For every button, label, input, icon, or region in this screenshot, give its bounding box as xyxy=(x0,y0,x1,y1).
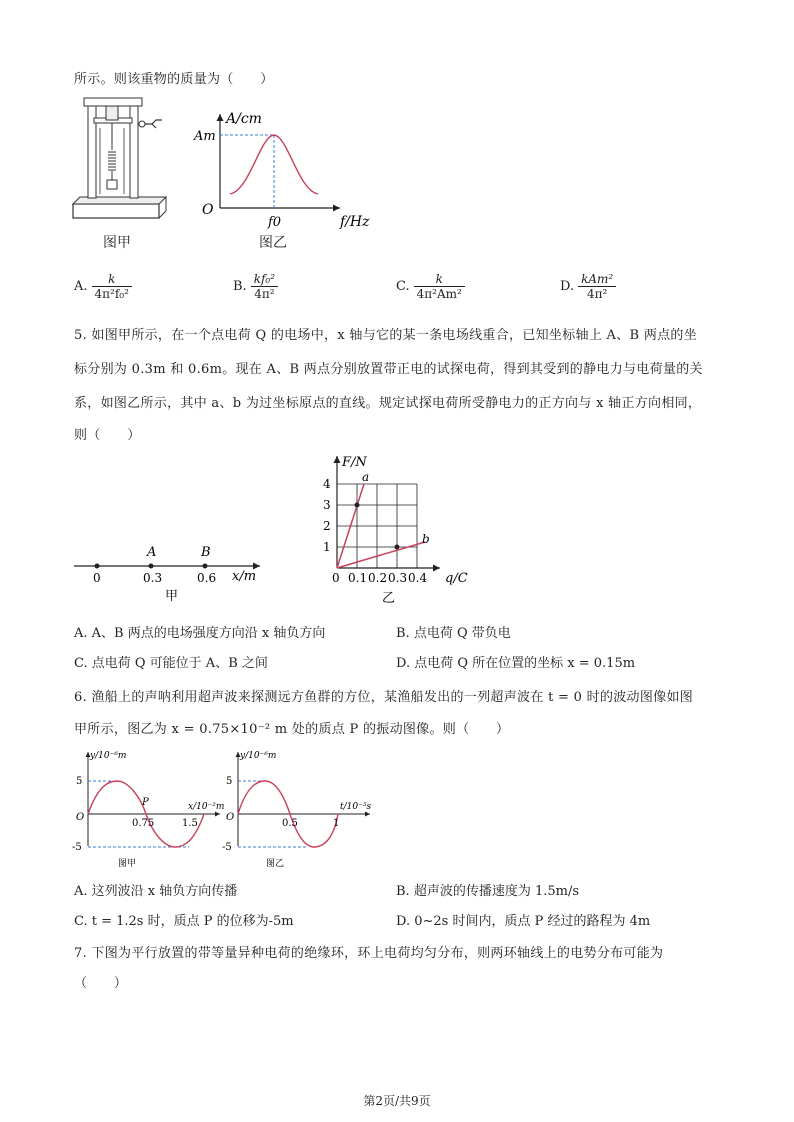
q6-option-a[interactable]: A. 这列波沿 x 轴负方向传播 xyxy=(74,884,238,899)
q5-x-axis-label: q/C xyxy=(445,571,468,586)
q6a-y-bottom: -5 xyxy=(72,842,82,853)
q5-line-b-label: b xyxy=(422,532,430,546)
q5-point-a-dot xyxy=(149,564,154,569)
q5-tick-1: 0.3 xyxy=(143,571,163,585)
page-footer: 第2页/共9页 xyxy=(363,1094,431,1108)
q4-apparatus-figure xyxy=(70,96,170,231)
q6a-y-label: y/10⁻⁶m xyxy=(90,751,127,761)
q4-x-axis-label: f/Hz xyxy=(340,214,370,230)
q5-option-d[interactable]: D. 点电荷 Q 所在位置的坐标 x = 0.15m xyxy=(396,656,636,671)
q5-y-tick-2: 2 xyxy=(323,519,331,533)
q5-x-tick-3: 0.3 xyxy=(388,571,408,585)
q5-point-on-b xyxy=(395,545,400,550)
q4-resonance-graph xyxy=(190,108,390,228)
q5-option-c[interactable]: C. 点电荷 Q 可能位于 A、B 之间 xyxy=(74,656,268,671)
q5-option-a[interactable]: A. A、B 两点的电场强度方向沿 x 轴负方向 xyxy=(74,626,326,641)
q5-fig-jia-caption: 甲 xyxy=(165,589,179,604)
q4-fig-jia-caption: 图甲 xyxy=(103,235,131,251)
q5-line-b xyxy=(337,542,425,568)
q6a-y-top: 5 xyxy=(76,776,83,787)
q7-line1: 7. 下图为平行放置的带等量异种电荷的绝缘环，环上电荷均匀分布，则两环轴线上的电势分布可能为 xyxy=(74,946,664,961)
q6b-x-end: 1 xyxy=(333,818,340,829)
q5-fig-yi-caption: 乙 xyxy=(382,591,396,606)
q6b-y-bottom: -5 xyxy=(222,842,232,853)
q7-line2: （ ） xyxy=(74,976,128,991)
q5-line3: 系，如图乙所示，其中 a、b 为过坐标原点的直线。规定试探电荷所受静电力的正方向与 x 轴正方向相同， xyxy=(74,396,702,411)
q5-y-axis-label: F/N xyxy=(342,455,367,470)
q4-x-peak-label: f0 xyxy=(268,215,282,230)
q5-fig-jia xyxy=(70,540,270,604)
q5-y-tick-1: 1 xyxy=(323,540,331,554)
q5-line4: 则（ ） xyxy=(74,428,141,443)
q6b-y-top: 5 xyxy=(226,776,233,787)
q6a-x-end: 1.5 xyxy=(182,818,198,829)
q5-y-tick-4: 4 xyxy=(323,477,331,491)
q6a-origin: O xyxy=(76,812,85,823)
q5-line1: 5. 如图甲所示，在一个点电荷 Q 的电场中，x 轴与它的某一条电场线重合，已知坐标轴上 A、B 两点的坐 xyxy=(74,328,698,343)
q5-line2: 标分别为 0.3m 和 0.6m。现在 A、B 两点分别放置带正电的试探电荷，得到其受到的静电力与电荷量的关 xyxy=(74,362,703,377)
q6b-x-label: t/10⁻⁵s xyxy=(340,802,372,812)
q4-peak-label: Am xyxy=(194,129,216,144)
q5-x-tick-1: 0.1 xyxy=(348,571,368,585)
q5-tick-0: 0 xyxy=(93,571,101,585)
q5-point-a-label: A xyxy=(147,545,157,560)
q5-x-tick-2: 0.2 xyxy=(368,571,388,585)
q6a-x-label: x/10⁻²m xyxy=(188,802,225,812)
q6b-origin: O xyxy=(226,812,235,823)
q5-origin-dot xyxy=(95,564,100,569)
q4-intro-tail: 所示。则该重物的质量为（ ） xyxy=(74,72,274,87)
q6-option-c[interactable]: C. t = 1.2s 时，质点 P 的位移为-5m xyxy=(74,914,294,929)
q6-fig-jia xyxy=(70,746,233,871)
q4-option-d[interactable]: D. $\frac{\text{kAm²}}{\text{4π²}}$ xyxy=(560,272,616,301)
q5-fig-yi xyxy=(318,452,488,607)
q6a-caption: 图甲 xyxy=(118,859,137,869)
q6-line2: 甲所示，图乙为 x = 0.75×10⁻² m 处的质点 P 的振动图像。则（ ） xyxy=(74,722,510,737)
q6-option-b[interactable]: B. 超声波的传播速度为 1.5m/s xyxy=(396,884,580,899)
q6-option-d[interactable]: D. 0~2s 时间内，质点 P 经过的路程为 4m xyxy=(396,914,651,929)
q5-x-tick-0: 0 xyxy=(332,571,340,585)
q6b-y-label: y/10⁻⁶m xyxy=(240,751,277,761)
q5-point-on-a xyxy=(355,503,360,508)
q6b-caption: 图乙 xyxy=(266,859,285,869)
q6-line1: 6. 渔船上的声呐利用超声波来探测远方鱼群的方位，某渔船发出的一列超声波在 t = 0 时的波动图像如图 xyxy=(74,690,694,705)
q4-option-b[interactable]: B. $\frac{\text{kf₀²}}{\text{4π²}}$ xyxy=(233,272,278,301)
q5-point-b-dot xyxy=(203,564,208,569)
q6a-point-p: P xyxy=(142,797,149,808)
q5-option-b[interactable]: B. 点电荷 Q 带负电 xyxy=(396,626,511,641)
q5-point-b-label: B xyxy=(201,545,211,560)
q4-option-a[interactable]: A. $\frac{k}{\text{4π²f₀²}}$ xyxy=(74,272,132,301)
q4-origin-label: O xyxy=(202,202,214,218)
q5-y-tick-3: 3 xyxy=(323,498,331,512)
q4-fig-yi-caption: 图乙 xyxy=(259,235,287,251)
q6-fig-yi xyxy=(220,746,380,871)
q5-line-a-label: a xyxy=(362,470,370,484)
q5-x-axis-label: x/m xyxy=(232,569,257,584)
q5-x-tick-4: 0.4 xyxy=(408,571,428,585)
q4-y-axis-label: A/cm xyxy=(226,111,262,127)
q5-tick-2: 0.6 xyxy=(197,571,217,585)
q4-dash-guides xyxy=(220,135,274,208)
q4-option-c[interactable]: C. $\frac{k}{\text{4π²Am²}}$ xyxy=(396,272,465,301)
q6b-x-mid: 0.5 xyxy=(282,818,298,829)
q6a-x-mid: 0.75 xyxy=(132,818,155,829)
